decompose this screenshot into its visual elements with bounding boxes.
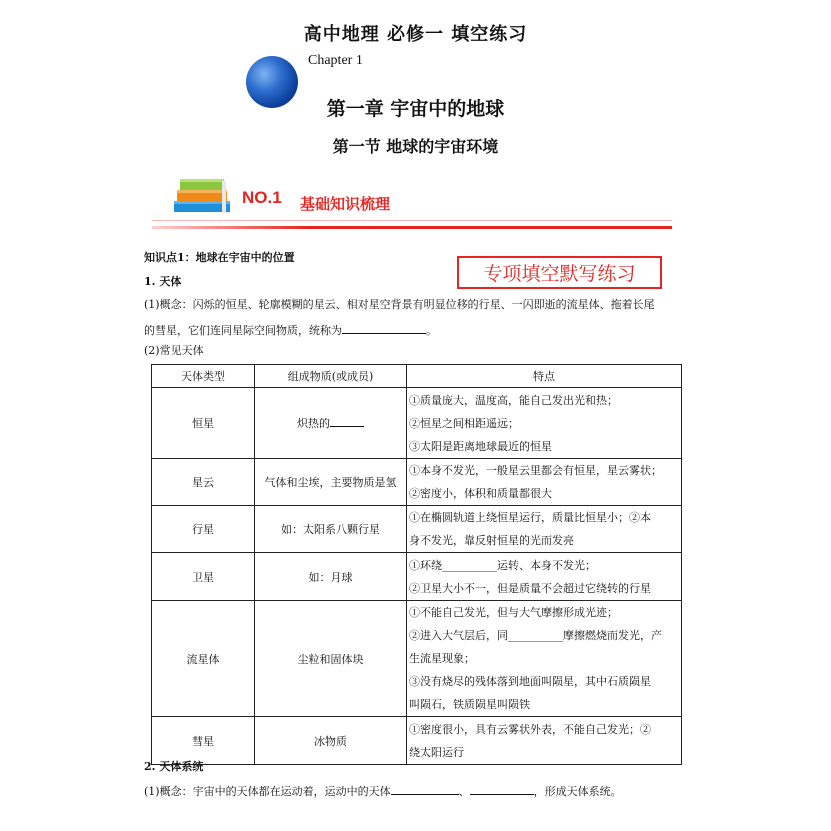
body-type: 行星 <box>152 506 255 553</box>
concept-text-pre: 的彗星，它们连同星际空间物质，统称为 <box>144 324 342 337</box>
concept2-pre: (1)概念：宇宙中的天体都在运动着，运动中的天体 <box>144 785 391 798</box>
composition-text: 炽热的 <box>297 417 330 430</box>
composition-text: 如：月球 <box>308 570 353 584</box>
body-composition <box>255 506 407 553</box>
fill-blank[interactable] <box>391 783 459 795</box>
concept2-post: ，形成天体系统。 <box>533 785 622 798</box>
table-row <box>152 506 682 553</box>
body-composition <box>255 553 407 601</box>
feature-line: ①质量庞大，温度高，能自己发出光和热； <box>409 393 618 407</box>
feature-line: ②卫星大小不一，但是质量不会超过它绕转的行星 <box>409 581 651 595</box>
section-number-badge: NO.1 <box>242 188 282 207</box>
chapter-title: 第一章 宇宙中的地球 <box>326 98 505 120</box>
header-composition: 组成物质(或成员) <box>255 365 407 388</box>
subsection-heading-2: 2. 天体系统 <box>144 760 204 773</box>
table-row <box>152 553 682 601</box>
concept-text-post: 。 <box>426 324 437 337</box>
table-row <box>152 601 682 717</box>
body-composition <box>255 388 407 459</box>
knowledge-point-heading: 知识点1：地球在宇宙中的位置 <box>144 251 295 264</box>
body-type: 流星体 <box>152 601 255 717</box>
table-row <box>152 717 682 765</box>
body-features <box>407 459 682 506</box>
celestial-bodies-table <box>151 364 682 765</box>
feature-line: ①环绕__________运转、本身不发光； <box>409 558 596 572</box>
body-type: 卫星 <box>152 553 255 601</box>
body-type: 恒星 <box>152 388 255 459</box>
body-features <box>407 717 682 765</box>
concept2-mid: 、 <box>458 785 470 798</box>
feature-line: ③太阳是距离地球最近的恒星 <box>409 439 552 453</box>
composition-text: 冰物质 <box>314 734 347 748</box>
feature-line: 绕太阳运行 <box>409 745 464 759</box>
feature-line: ①在椭圆轨道上绕恒星运行，质量比恒星小；②本 <box>409 511 651 524</box>
fill-blank[interactable] <box>330 415 364 427</box>
feature-line: ②恒星之间相距遥远； <box>409 416 519 430</box>
body-composition <box>255 459 407 506</box>
body-type: 彗星 <box>152 717 255 765</box>
body-features <box>407 388 682 459</box>
concept-text: (1)概念：闪烁的恒星、轮廓模糊的星云、相对星空背景有明显位移的行星、一闪即逝的流星体、拖着长尾 <box>144 298 655 311</box>
feature-line: ②进入大气层后，同__________摩擦燃烧而发光，产 <box>409 629 662 642</box>
fill-blank[interactable] <box>342 322 426 334</box>
feature-line: 身不发光，靠反射恒星的光而发亮 <box>409 534 574 547</box>
table-caption: (2)常见天体 <box>144 344 204 357</box>
feature-line: ③没有烧尽的残体落到地面叫陨星，其中石质陨星 <box>409 675 651 688</box>
composition-text: 如：太阳系八颗行星 <box>281 523 380 536</box>
body-features <box>407 601 682 717</box>
feature-line: 生流星现象； <box>409 652 475 665</box>
feature-line: ②密度小，体积和质量都很大 <box>409 487 552 500</box>
body-type: 星云 <box>152 459 255 506</box>
feature-line: ①本身不发光，一般星云里都会有恒星，星云雾状； <box>409 464 662 477</box>
feature-line: 叫陨石，铁质陨星叫陨铁 <box>409 698 530 711</box>
exercise-stamp: 专项填空默写练习 <box>457 256 662 289</box>
chapter-label: Chapter 1 <box>308 53 363 68</box>
body-composition <box>255 717 407 765</box>
composition-text: 尘粒和固体块 <box>297 652 364 666</box>
document-title: 高中地理 必修一 填空练习 <box>303 24 528 45</box>
feature-line: ①不能自己发光，但与大气摩擦形成光迹； <box>409 606 618 619</box>
body-features <box>407 553 682 601</box>
books-icon <box>172 173 234 215</box>
concept-text-cont <box>144 322 437 338</box>
table-row <box>152 459 682 506</box>
banner-title: 基础知识梳理 <box>300 195 391 213</box>
header-type: 天体类型 <box>152 365 255 388</box>
table-row <box>152 388 682 459</box>
banner-divider-thin <box>152 220 672 221</box>
banner-divider <box>152 226 672 229</box>
fill-blank[interactable] <box>470 783 534 795</box>
subsection-heading: 1. 天体 <box>144 275 182 288</box>
concept-text-2 <box>144 783 622 799</box>
section-title: 第一节 地球的宇宙环境 <box>332 137 499 156</box>
body-composition <box>255 601 407 717</box>
table-header-row <box>152 365 682 388</box>
feature-line: ①密度很小，具有云雾状外表，不能自己发光；② <box>409 722 651 736</box>
composition-text: 气体和尘埃，主要物质是氢 <box>264 476 397 489</box>
body-features <box>407 506 682 553</box>
header-features: 特点 <box>407 365 682 388</box>
